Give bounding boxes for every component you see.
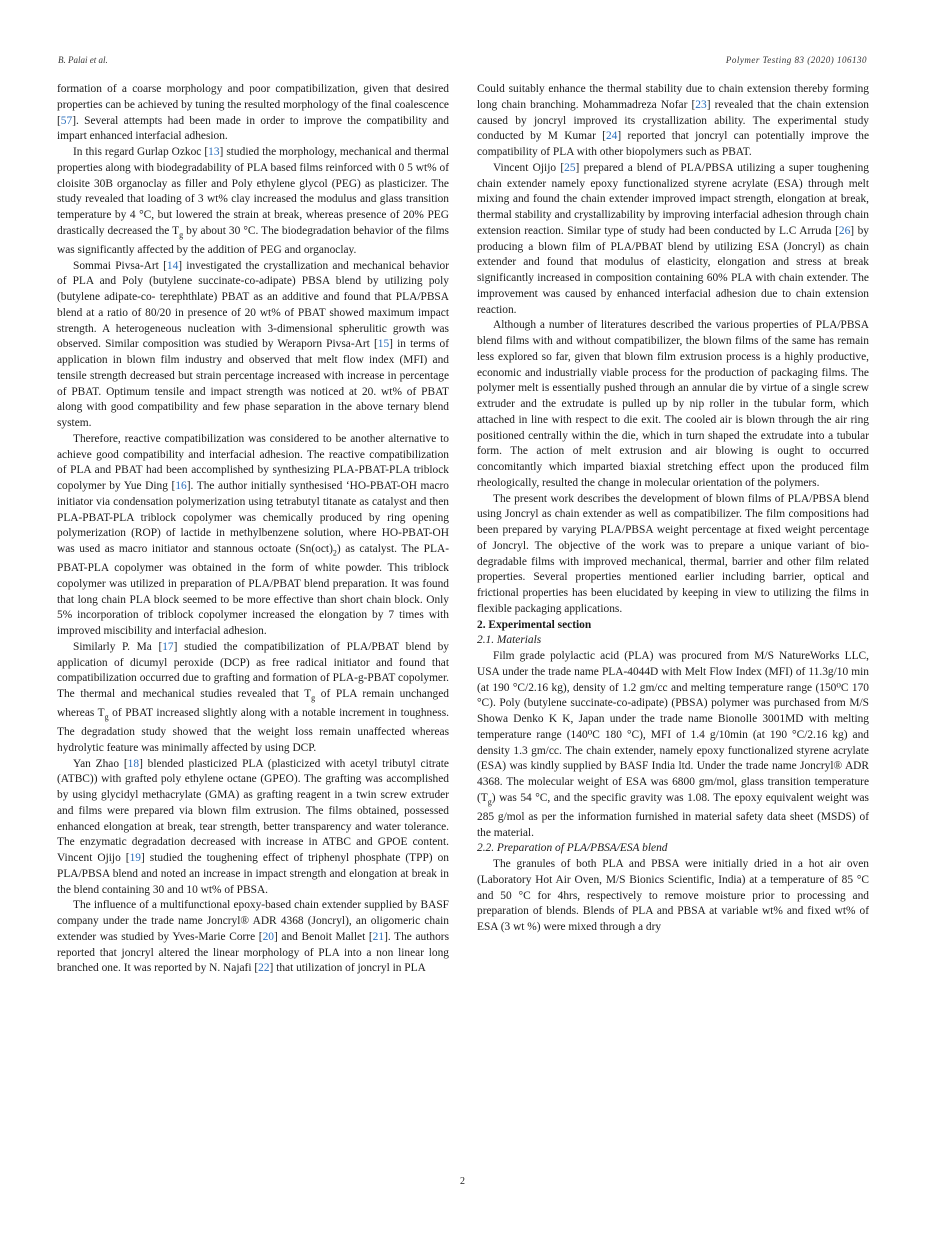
paragraph: In this regard Gurlap Ozkoc [13] studied the morphology, mechanical and thermal properties along with biodegradability of PLA based films reinforced with 0 5 wt% of cloisite 30B organoclay as filler and Poly ethylene glycol (PEG) as plasticizer. The study revealed that loading of 3 wt% clay increased the modulus and glass transition temperature by 4 °C, but lowered the strain at break, whereas presence of 20% PEG drastically decreased the $T_g$ by about 30 °C. The biodegradation behavior of the films was significantly affected by the addition of PEG and organoclay. <box>57 146 449 256</box>
running-header <box>58 55 867 69</box>
paragraph: Vincent Ojijo [25] prepared a blend of PLA/PBSA utilizing a super toughening chain extender namely epoxy functionalized styrene acrylate (ESA) through melt mixing and found the chain extender improved impact strength, elongation at break, thermal stability and crystallizability by improving interfacial adhesion through chain extension reaction. Similar type of study had been conducted by L.C Arruda [26] by producing a blown film of PLA/PBAT blend by utilizing ESA (Joncryl) as chain extender and found that modulus of elasticity, elongation and stress at break significantly increased in composition containing 60% PLA with chain extender. The improvement was caused by enhanced interfacial adhesion due to chain extension reaction. <box>477 161 869 316</box>
paragraph: Although a number of literatures described the various properties of PLA/PBSA blend films with and without compatibilizer, the blown films of the same has remain less explored so far, given that blown film extrusion process is a highly productive, economic and industrially viable process for the production of packaging films. The polymer melt is essentially pushed through an annular die by virtue of a single screw extruder and the extrudate is pulled up by nip roller in the tubular form, which attached in line with respect to die exit. The cooled air is blown through the air ring positioned centrally within the die, which in turn shaped the extrudate into a tubular form. The action of melt extrusion and air blowing is ought to occurred concomitantly which imparted biaxial stretching effect upon the produced film rheologically, resulted the change in molecular orientation of the polymers. <box>477 319 869 489</box>
left-column <box>57 82 449 977</box>
paragraph: Sommai Pivsa-Art [14] investigated the crystallization and mechanical behavior of PLA and Poly (butylene succinate-co-adipate) PBSA blend by utilizing poly (butylene adipate-co- terephthlate) PBAT as an additive and found that PLA/PBSA blend at a ratio of 80/20 in presence of 20 wt% of PBAT showed maximum impact strength. A heterogeneous nucleation with 3-dimensional spherulitic growth was observed. Similar composition was studied by Weraporn Pivsa-Art [15] in terms of application in blown film industry and observed that melt flow index (MFI) and tensile strength decreased but strain percentage increased with increase in percentage of PBAT. Optimum tensile and impact strength was noticed at 20. wt% of PBAT along with good compatibility and few phase separation in the above ternary blend system. <box>57 259 450 430</box>
paragraph: The granules of both PLA and PBSA were initially dried in a hot air oven (Laboratory Hot Air Oven, M/S Bionics Scientific, India) at a temperature of 85 °C and 50 °C for 4hrs, respectively to remove moisture prior to processing and preparation of blends. Blends of PLA and PBSA at variable wt% and fixed wt% of ESA (3 wt %) were mixed through a dry <box>477 858 869 934</box>
header-journal: Polymer Testing 83 (2020) 106130 <box>725 55 867 65</box>
paragraph: Therefore, reactive compatibilization was considered to be another alternative to achieve good compatibility and interfacial adhesion. The reactive compatibilization of PLA and PBAT had been accomplished by synthesizing PLA-PBAT-PLA triblock copolymer by Yue Ding [16]. The author initially synthesised ‘HO-PBAT-OH macro initiator via condensation polymerization using tetrabutyl titanate as catalyst and then PLA-PBAT-PLA triblock copolymer was chemically produced by ring opening polymerization (ROP) of lactide in methylbenzene solution, where HO-PBAT-OH was used as macro initiator and stannous octoate $(Sn(oct)_2)$ as catalyst. The PLA-PBAT-PLA copolymer was obtained in the form of white powder. This triblock copolymer was utilized in preparation of PLA/PBAT blend preparation. It was found that long chain PLA block seemed to be more effective than short chain block. Only 5% incorporation of triblock copolymer increased the elongation by 7 times with improved miscibility and interfacial adhesion. <box>57 432 449 638</box>
paragraph: Could suitably enhance the thermal stability due to chain extension thereby forming long chain branching. Mohammadreza Nofar [23] revealed that the chain extension caused by joncryl improved its crystallization ability. The experimental study conducted by M Kumar [24] reported that joncryl can potentially improve the compatibility of PLA with other biopolymers such as PBAT. <box>477 83 869 158</box>
paragraph: Similarly P. Ma [17] studied the compatibilization of PLA/PBAT blend by application of dicumyl peroxide (DCP) as free radical initiator and found that compatibilization occurred due to grafting and formation of PLA-g-PBAT copolymer. The thermal and mechanical studies revealed that $T_g$ of PLA remain unchanged whereas $T_g$ of PBAT increased slightly along with a notable increment in toughness. The degradation study showed that the weight loss remain unaffected whereas hydrolytic feature was minimally affected by using DCP. <box>57 640 449 754</box>
right-column <box>477 82 869 936</box>
section-heading: 2. Experimental section <box>477 618 592 631</box>
paragraph: formation of a coarse morphology and poor compatibilization, given that desired properties can be achieved by tuning the resulted morphology of the final coalescence [57]. Several attempts had been made in order to improve the compatibility and impart enhanced interfacial adhesion. <box>57 83 449 143</box>
page-number: 2 <box>460 1176 465 1187</box>
paragraph: Film grade polylactic acid (PLA) was procured from M/S NatureWorks LLC, USA under the trade name PLA-4044D with Melt Flow Index (MFI) of 11.3g/10 min (at 190 °C/2.16 kg), density of 1.2 gm/cc and melting temperature range (150⁰C 170 °C). Poly (butylene succinate-co-adipate) (PBSA) polymer was purchased from M/S Showa Denko K K, Japan under the trade name Bionolle 3001MD with melting temperature range (140⁰C 180 °C), MFI of 1.4 g/10min (at 190 °C/2.16 kg) and density 1.3 gm/cc. The chain extender, namely epoxy functionalized styrene acrylate (ESA) was kindly supplied by BASF India ltd. Under the trade name Joncryl® ADR 4368. The molecular weight of ESA was 6800 gm/mol, glass transition temperature $(T_g)$ was 54 °C, and the specific gravity was 1.08. The epoxy equivalent weight was 285 g/mol as per the information furnished in material safety data sheet (MSDS) of the material. <box>477 650 869 839</box>
header-authors: B. Palai et al. <box>58 55 108 65</box>
paragraph: Yan Zhao [18] blended plasticized PLA (plasticized with acetyl tributyl citrate (ATBC)) with grafted poly ethylene octane (GPEO). The grafting was accomplished by using glycidyl methacrylate (GMA) as grafting reagent in a twin screw extruder and films were prepared via blown film extrusion. The films obtained, possessed enhanced elongation at break, tear strength, better transparency and water tolerance. The enzymatic degradation decreased with increase in ATBC and GPOE content. Vincent Ojijo [19] studied the toughening effect of triphenyl phosphate (TPP) on PLA/PBSA blend and noted an increase in impact strength and elongation at break in the blend containing 30 and 10 wt% of PBSA. <box>57 757 449 896</box>
paragraph: The present work describes the development of blown films of PLA/PBSA blend using Joncryl as chain extender as well as compatibilizer. The film compositions had been prepared by varying PLA/PBSA weight percentage at fixed weight percentage of Joncryl. The objective of the work was to prepare a unique variant of bio-degradable films with improved mechanical, thermal, barrier and other film related properties. Several properties mentioned earlier including barrier, optical and frictional properties has been elucidated by keeping in view to utilizing the films in flexible packaging applications. <box>477 492 869 615</box>
paragraph: The influence of a multifunctional epoxy-based chain extender supplied by BASF company under the trade name Joncryl® ADR 4368 (Joncryl), an oligomeric chain extender was studied by Yves-Marie Corre [20] and Benoit Mallet [21]. The authors reported that joncryl altered the linear morphology of PLA into a non linear long branched one. It was reported by N. Najafi [22] that utilization of joncryl in PLA <box>57 899 450 975</box>
subsection-heading: 2.1. Materials <box>477 634 542 647</box>
subsection-heading: 2.2. Preparation of PLA/PBSA/ESA blend <box>477 842 668 855</box>
